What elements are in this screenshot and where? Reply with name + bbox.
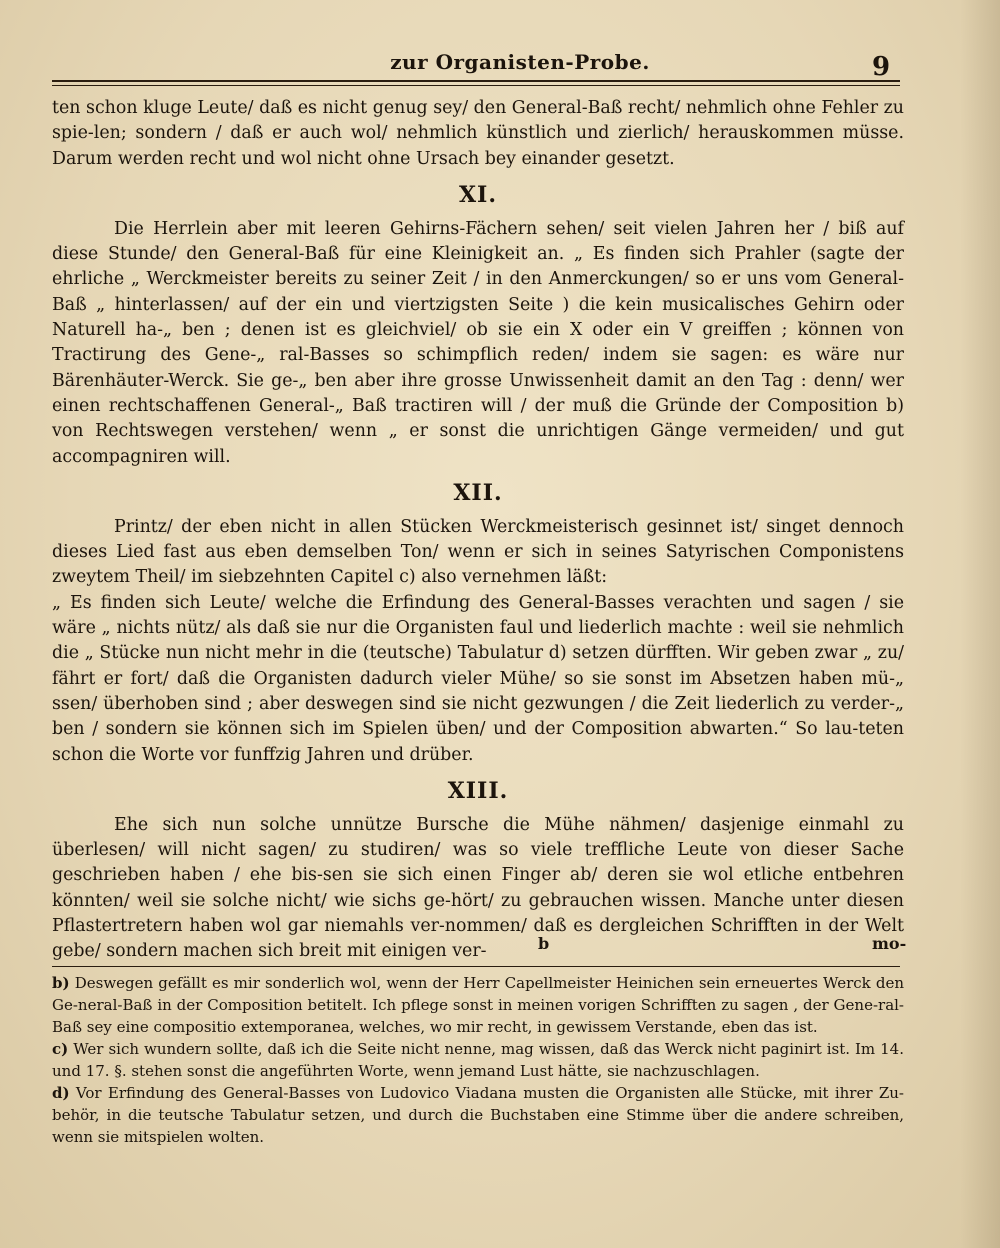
signature-mark: b [538, 934, 550, 953]
footnote-rule [52, 966, 900, 967]
section-number: XIII. [447, 777, 509, 804]
header-rule [52, 80, 900, 82]
page-header [0, 40, 1000, 80]
signature-line [52, 930, 907, 960]
header-rule-thin [52, 85, 900, 86]
text-section [52, 96, 904, 172]
text-section [52, 478, 904, 768]
footnote-text: Wer sich wundern sollte, daß ich die Seite nicht nenne, mag wissen, daß das Werck nicht paginirt ist. Im 14. und 17. §. stehen sonst die angeführten Worte, wenn jemand Lust hätte, sie nachzuschlagen. [52, 1040, 904, 1080]
paragraph: Printz/ der eben nicht in allen Stücken Werckmeisterisch gesinnet ist/ singet dennoch dieses Lied fast aus eben demselben Ton/ wenn er sich in seines Satyrischen Componistens zweytem Theil/ im siebzehnten Capitel c) also vernehmen läßt: [52, 516, 904, 588]
footnotes [52, 972, 904, 1148]
section-number: XII. [453, 479, 503, 506]
main-text [52, 96, 907, 965]
footnote-text: Deswegen gefällt es mir sonderlich wol, wenn der Herr Capellmeister Heinichen sein erneuertes Werck den Ge-neral-Baß in der Composition betitelt. Ich pflege sonst in meinen vorigen Schrifften zu sagen , der Gene-ral-Baß sey eine compositio extemporanea, welches, wo mir recht, in gewissem Verstande, eben das ist. [52, 974, 904, 1036]
footnote [52, 1082, 904, 1148]
paragraph: ten schon kluge Leute/ daß es nicht genug sey/ den General-Baß recht/ nehmlich ohne Fehler zu spie-len; sondern / daß er auch wol/ nehmlich künstlich und zierlich/ herauskommen müsse. Darum werden recht und wol nicht ohne Ursach bey einander gesetzt. [52, 98, 904, 169]
catchword: mo- [872, 934, 907, 953]
text-section [52, 180, 904, 470]
running-head: zur Organisten-Probe. [390, 50, 650, 74]
footnote-mark: b) [52, 974, 70, 992]
footnote [52, 972, 904, 1038]
paragraph: Ehe sich nun solche unnütze Bursche die Mühe nähmen/ dasjenige einmahl zu überlesen/ will nicht sagen/ zu studiren/ was so viele treffliche Leute von dieser Sache geschrieben haben / ehe bis-sen sie sich einen Finger ab/ deren sie wol etliche entbehren könnten/ weil sie solche nicht/ wie sichs ge-hört/ zu gebrauchen wissen. Manche unter diesen Pflastertretern haben wol gar niemahls ver-nommen/ daß es dergleichen Schrifften in der Welt gebe/ sondern machen sich breit mit einigen ver- [52, 814, 904, 962]
page-number: 9 [872, 52, 891, 82]
footnote [52, 1038, 904, 1082]
footnote-mark: c) [52, 1040, 69, 1058]
footnote-text: Vor Erfindung des General-Basses von Ludovico Viadana musten die Organisten alle Stücke, mit ihrer Zu-behör, in die teutsche Tabulatur setzen, und durch die Buchstaben eine Stimme über die andere schreiben, wenn sie mitspielen wolten. [52, 1084, 904, 1146]
quoted-paragraph: „ Es finden sich Leute/ welche die Erfindung des General-Basses verachten und sagen / sie wäre „ nichts nütz/ als daß sie nur die Organisten faul und liederlich machte : weil sie nehmlich die „ Stücke nun nicht mehr in die (teutsche) Tabulatur d) setzen dürfften. Wir geben zwar „ zu/ fährt er fort/ daß die Organisten dadurch vieler Mühe/ so sie sonst im Absetzen haben mü-„ ssen/ überhoben sind ; aber deswegen sind sie nicht gezwungen / die Zeit liederlich zu verder-„ ben / sondern sie können sich im Spielen üben/ und der Composition abwarten.“ So lau-teten schon die Worte vor funffzig Jahren und drüber. [52, 592, 904, 765]
footnote-mark: d) [52, 1084, 70, 1102]
section-number: XI. [458, 181, 498, 208]
paragraph: Die Herrlein aber mit leeren Gehirns-Fächern sehen/ seit vielen Jahren her / biß auf diese Stunde/ den General-Baß für eine Kleinigkeit an. „ Es finden sich Prahler (sagte der ehrliche „ Werckmeister bereits zu seiner Zeit / in den Anmerckungen/ so er uns vom General-Baß „ hinterlassen/ auf der ein und viertzigsten Seite ) die kein musicalisches Gehirn oder Naturell ha-„ ben ; denen ist es gleichviel/ ob sie ein X oder ein V greiffen ; können von Tractirung des Gene-„ ral-Basses so schimpflich reden/ indem sie sagen: es wäre nur Bärenhäuter-Werck. Sie ge-„ ben aber ihre grosse Unwissenheit damit an den Tag : denn/ wer einen rechtschaffenen General-„ Baß tractiren will / der muß die Gründe der Composition b) von Rechtswegen verstehen/ wenn „ er sonst die unrichtigen Gänge vermeiden/ und gut accompagniren will. [52, 218, 904, 467]
